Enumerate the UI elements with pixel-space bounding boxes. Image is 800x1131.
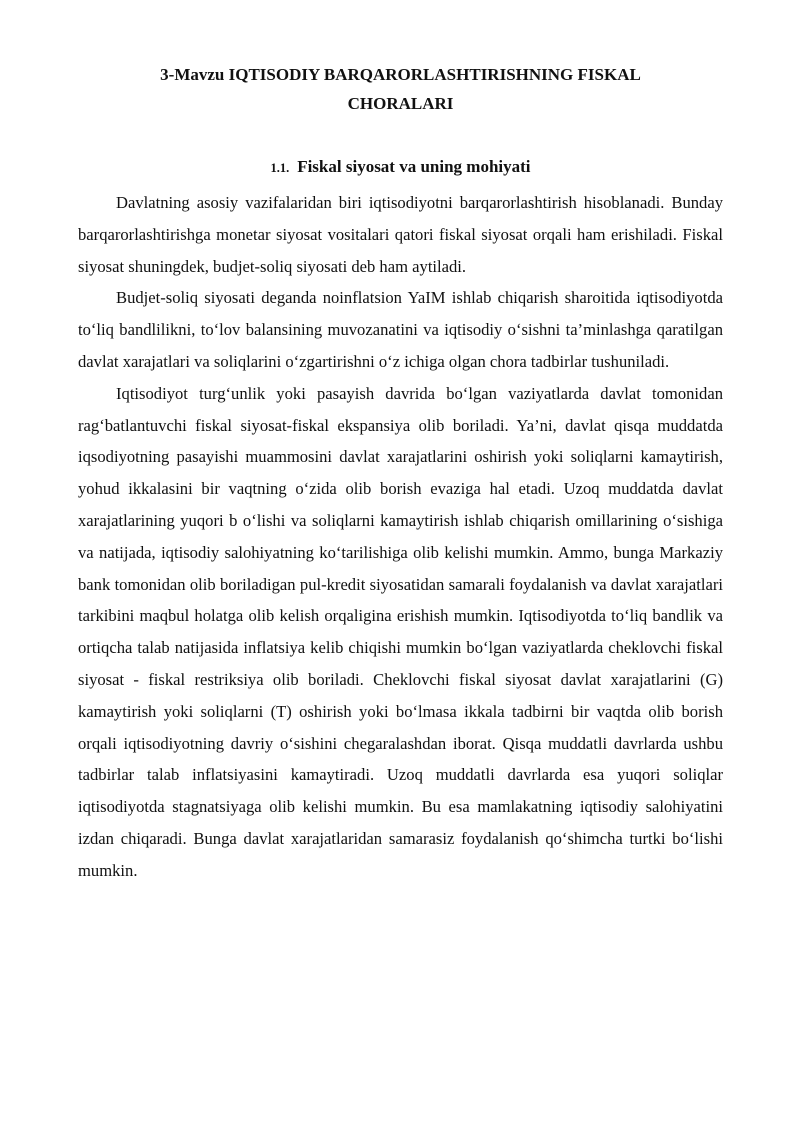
section-heading [78,156,723,179]
paragraph: Iqtisodiyot turg‘unlik yoki pasayish davrida bo‘lgan vaziyatlarda davlat tomonidan rag‘batlantuvchi fiskal siyosat-fiskal ekspansiya olib boriladi. Ya’ni, davlat qisqa muddatda iqsodiyotning pasayishi muammosini davlat xarajatlarini oshirish yoki soliqlarni kamaytirish, yohud ikkalasini bir vaqtning o‘zida olib borish evaziga hal etadi. Uzoq muddatda davlat xarajatlarining yuqori b o‘lishi va soliqlarni kamaytirish ishlab chiqarish omillarining o‘sishiga va natijada, iqtisodiy salohiyatning ko‘tarilishiga olib kelishi mumkin. Ammo, bunga Markaziy bank tomonidan olib boriladigan pul-kredit siyosatidan samarali foydalanish va davlat xarajatlari tarkibini maqbul holatga olib kelish orqaligina erishish mumkin. Iqtisodiyotda to‘liq bandlik va ortiqcha talab natijasida inflatsiya kelib chiqishi mumkin bo‘lgan vaziyatlarda cheklovchi fiskal siyosat - fiskal restriksiya olib boriladi. Cheklovchi fiskal siyosat davlat xarajatlarini (G) kamaytirish yoki soliqlarni (T) oshirish yoki bo‘lmasa ikkala tadbirni bir vaqtda olib borish orqali iqtisodiyotning davriy o‘sishini chegaralashdan iborat. Qisqa muddatli davrlarda ushbu tadbirlar talab inflatsiyasini kamaytiradi. Uzoq muddatli davrlarda esa yuqori soliqlar iqtisodiyotda stagnatsiyaga olib kelishi mumkin. Bu esa mamlakatning iqtisodiy salohiyatini izdan chiqaradi. Bunga davlat xarajatlaridan samarasiz foydalanish qo‘shimcha turtki bo‘lishi mumkin. [78,383,723,880]
section-title: Fiskal siyosat va uning mohiyati [297,157,531,176]
paragraph: Budjet-soliq siyosati deganda noinflatsion YaIM ishlab chiqarish sharoitida iqtisodiyotda to‘liq bandlilikni, to‘lov balansining muvozanatini va iqtisodiy o‘sishni ta’minlashga qaratilgan davlat xarajatlari va soliqlarini o‘zgartirishni o‘z ichiga olgan chora tadbirlar tushuniladi. [78,288,723,371]
section-number: 1.1. [270,161,290,175]
paragraph: Davlatning asosiy vazifalaridan biri iqtisodiyotni barqarorlashtirish hisoblanadi. Bunday barqarorlashtirishga monetar siyosat vositalari qatori fiskal siyosat orqali ham erishiladi. Fiskal siyosat shuningdek, budjet-soliq siyosati deb ham aytiladi. [78,193,723,276]
document-page [78,60,723,887]
document-title-line-2: CHORALARI [347,94,454,113]
document-title-line-1: 3-Mavzu IQTISODIY BARQARORLASHTIRISHNING FISKAL [160,65,641,84]
document-title [78,60,723,118]
